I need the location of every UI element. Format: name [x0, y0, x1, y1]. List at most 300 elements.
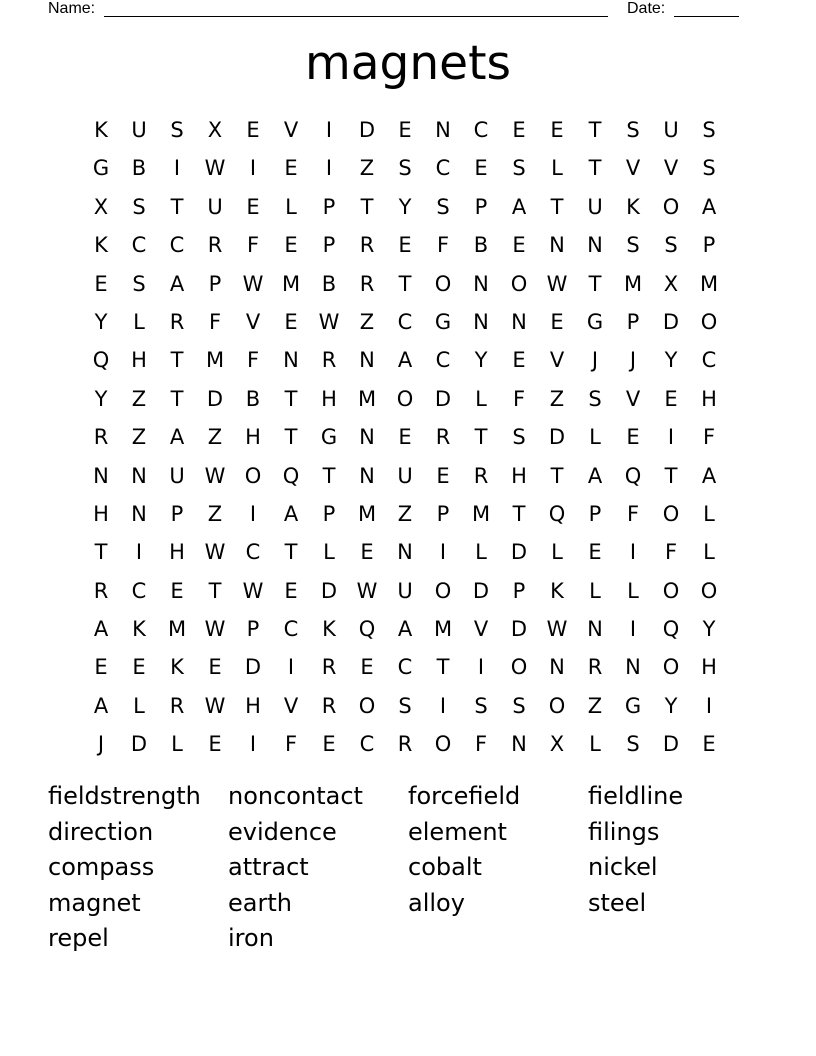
grid-letter[interactable]: E — [246, 194, 260, 219]
grid-letter[interactable]: G — [434, 309, 452, 334]
grid-letter[interactable]: V — [663, 156, 679, 181]
grid-letter[interactable]: X — [663, 271, 679, 296]
grid-letter[interactable]: E — [550, 309, 564, 334]
grid-letter[interactable]: R — [359, 271, 375, 296]
grid-letter[interactable]: R — [93, 425, 109, 450]
grid-letter[interactable]: H — [701, 386, 717, 411]
grid-letter[interactable]: D — [548, 425, 566, 450]
grid-letter[interactable]: P — [474, 194, 488, 219]
grid-letter[interactable]: P — [626, 309, 640, 334]
grid-letter[interactable]: U — [397, 463, 413, 488]
grid-letter[interactable]: H — [169, 540, 185, 565]
word-bank-item: steel — [588, 888, 647, 917]
grid-letter[interactable]: W — [242, 271, 264, 296]
grid-letter[interactable]: K — [94, 233, 108, 258]
grid-letter[interactable]: E — [284, 233, 298, 258]
grid-letter[interactable]: W — [546, 617, 568, 642]
grid-letter[interactable]: M — [433, 617, 453, 642]
grid-letter[interactable]: S — [398, 156, 412, 181]
grid-letter[interactable]: O — [662, 578, 680, 603]
grid-letter[interactable]: G — [624, 693, 642, 718]
grid-letter[interactable]: P — [246, 617, 260, 642]
grid-letter[interactable]: S — [132, 271, 146, 296]
grid-letter[interactable]: E — [512, 233, 526, 258]
grid-letter[interactable]: L — [171, 732, 183, 757]
grid-letter[interactable]: E — [512, 118, 526, 142]
grid-letter[interactable]: M — [281, 271, 301, 296]
grid-letter[interactable]: T — [94, 540, 108, 565]
grid-letter[interactable]: Y — [664, 348, 678, 373]
grid-letter[interactable]: C — [397, 655, 413, 680]
grid-letter[interactable]: Q — [282, 463, 300, 488]
grid-letter[interactable]: I — [439, 693, 447, 718]
grid-letter[interactable]: A — [283, 501, 299, 526]
grid-letter[interactable]: M — [471, 501, 491, 526]
grid-letter[interactable]: L — [133, 693, 145, 718]
grid-letter[interactable]: R — [321, 655, 337, 680]
grid-letter[interactable]: E — [474, 156, 488, 181]
grid-letter[interactable]: S — [474, 693, 488, 718]
grid-letter[interactable]: N — [473, 271, 489, 296]
grid-letter[interactable]: Z — [587, 693, 603, 718]
grid-letter[interactable]: T — [436, 655, 450, 680]
grid-letter[interactable]: V — [625, 386, 641, 411]
grid-letter[interactable]: Y — [94, 309, 108, 334]
grid-letter[interactable]: F — [246, 233, 260, 258]
grid-letter[interactable]: M — [357, 501, 377, 526]
grid-letter[interactable]: C — [131, 578, 147, 603]
grid-letter[interactable]: X — [93, 194, 109, 219]
grid-letter[interactable]: M — [623, 271, 643, 296]
grid-letter[interactable]: M — [357, 386, 377, 411]
grid-letter[interactable]: Z — [549, 386, 565, 411]
grid-letter[interactable]: L — [323, 540, 335, 565]
grid-letter[interactable]: X — [549, 732, 565, 757]
grid-letter[interactable]: F — [436, 233, 450, 258]
grid-letter[interactable]: Q — [358, 617, 376, 642]
grid-letter[interactable]: R — [169, 693, 185, 718]
grid-letter[interactable]: P — [322, 194, 336, 219]
grid-letter[interactable]: Q — [548, 501, 566, 526]
grid-letter[interactable]: E — [94, 655, 108, 680]
grid-letter[interactable]: W — [356, 578, 378, 603]
grid-letter[interactable]: T — [208, 578, 222, 603]
grid-letter[interactable]: D — [130, 732, 148, 757]
grid-letter[interactable]: A — [93, 693, 109, 718]
grid-letter[interactable]: N — [93, 463, 109, 488]
grid-letter[interactable]: W — [204, 156, 226, 181]
grid-letter[interactable]: I — [325, 118, 333, 142]
grid-letter[interactable]: D — [472, 578, 490, 603]
grid-letter[interactable]: C — [435, 348, 451, 373]
grid-letter[interactable]: Y — [702, 617, 716, 642]
grid-letter[interactable]: Y — [398, 194, 412, 219]
grid-letter[interactable]: N — [131, 501, 147, 526]
grid-row — [82, 265, 728, 303]
grid-letter[interactable]: A — [587, 463, 603, 488]
grid-letter[interactable]: F — [626, 501, 640, 526]
grid-letter[interactable]: J — [97, 732, 105, 757]
grid-letter[interactable]: V — [283, 118, 299, 142]
grid-letter[interactable]: O — [434, 732, 452, 757]
grid-letter[interactable]: E — [322, 732, 336, 757]
grid-letter[interactable]: V — [625, 156, 641, 181]
grid-letter[interactable]: E — [208, 655, 222, 680]
grid-letter[interactable]: A — [397, 617, 413, 642]
grid-letter[interactable]: E — [664, 386, 678, 411]
grid-letter[interactable]: K — [170, 655, 184, 680]
grid-letter[interactable]: D — [434, 386, 452, 411]
grid-letter[interactable]: H — [511, 463, 527, 488]
grid-letter[interactable]: A — [701, 463, 717, 488]
grid-letter[interactable]: P — [208, 271, 222, 296]
grid-letter[interactable]: O — [700, 578, 718, 603]
grid-letter[interactable]: V — [245, 309, 261, 334]
grid-letter[interactable]: L — [475, 540, 487, 565]
grid-letter[interactable]: T — [170, 348, 184, 373]
grid-letter[interactable]: A — [701, 194, 717, 219]
grid-letter[interactable]: W — [204, 463, 226, 488]
grid-letter[interactable]: N — [359, 425, 375, 450]
grid-letter[interactable]: O — [510, 271, 528, 296]
grid-letter[interactable]: C — [245, 540, 261, 565]
grid-letter[interactable]: C — [283, 617, 299, 642]
grid-letter[interactable]: Z — [207, 425, 223, 450]
grid-letter[interactable]: N — [131, 463, 147, 488]
grid-letter[interactable]: E — [512, 348, 526, 373]
grid-letter[interactable]: L — [703, 540, 715, 565]
grid-letter[interactable]: K — [94, 118, 108, 142]
grid-letter[interactable]: T — [588, 271, 602, 296]
grid-letter[interactable]: S — [170, 118, 184, 142]
grid-letter[interactable]: Z — [207, 501, 223, 526]
grid-letter[interactable]: W — [318, 309, 340, 334]
grid-letter[interactable]: L — [551, 156, 563, 181]
grid-letter[interactable]: A — [169, 425, 185, 450]
grid-letter[interactable]: E — [360, 655, 374, 680]
grid-letter[interactable]: T — [284, 540, 298, 565]
grid-letter[interactable]: D — [662, 309, 680, 334]
grid-letter[interactable]: N — [511, 732, 527, 757]
grid-letter[interactable]: S — [702, 156, 716, 181]
grid-letter[interactable]: D — [662, 732, 680, 757]
grid-letter[interactable]: H — [131, 348, 147, 373]
grid-letter[interactable]: E — [626, 425, 640, 450]
grid-letter[interactable]: Z — [397, 501, 413, 526]
grid-letter[interactable]: O — [548, 693, 566, 718]
grid-letter[interactable]: S — [588, 386, 602, 411]
grid-letter[interactable]: E — [246, 118, 260, 142]
grid-letter[interactable]: R — [397, 732, 413, 757]
date-label: Date: — [627, 0, 666, 17]
grid-letter[interactable]: E — [398, 233, 412, 258]
grid-letter[interactable]: J — [629, 348, 637, 373]
grid-letter[interactable]: H — [321, 386, 337, 411]
grid-letter[interactable]: O — [396, 386, 414, 411]
grid-letter[interactable]: A — [511, 194, 527, 219]
grid-letter[interactable]: Q — [662, 617, 680, 642]
grid-letter[interactable]: E — [360, 540, 374, 565]
grid-letter[interactable]: I — [249, 732, 257, 757]
grid-letter[interactable]: G — [92, 156, 110, 181]
grid-letter[interactable]: F — [702, 425, 716, 450]
grid-letter[interactable]: M — [699, 271, 719, 296]
grid-row — [82, 533, 728, 571]
grid-letter[interactable]: I — [325, 156, 333, 181]
grid-letter[interactable]: U — [397, 578, 413, 603]
grid-letter[interactable]: L — [475, 386, 487, 411]
grid-letter[interactable]: A — [93, 617, 109, 642]
grid-letter[interactable]: I — [249, 156, 257, 181]
worksheet-header — [48, 0, 748, 20]
grid-letter[interactable]: H — [245, 425, 261, 450]
grid-letter[interactable]: T — [170, 194, 184, 219]
grid-letter[interactable]: E — [208, 732, 222, 757]
grid-letter[interactable]: S — [626, 233, 640, 258]
grid-letter[interactable]: I — [249, 501, 257, 526]
grid-letter[interactable]: H — [245, 693, 261, 718]
grid-letter[interactable]: S — [512, 693, 526, 718]
grid-letter[interactable]: R — [435, 425, 451, 450]
grid-letter[interactable]: A — [169, 271, 185, 296]
grid-letter[interactable]: T — [588, 118, 602, 142]
grid-letter[interactable]: F — [664, 540, 678, 565]
grid-letter[interactable]: C — [359, 732, 375, 757]
grid-letter[interactable]: N — [397, 540, 413, 565]
grid-letter[interactable]: D — [358, 118, 376, 142]
grid-letter[interactable]: U — [587, 194, 603, 219]
grid-letter[interactable]: C — [701, 348, 717, 373]
grid-letter[interactable]: R — [359, 233, 375, 258]
grid-letter[interactable]: E — [588, 540, 602, 565]
grid-letter[interactable]: Y — [474, 348, 488, 373]
grid-letter[interactable]: Z — [359, 309, 375, 334]
grid-letter[interactable]: A — [397, 348, 413, 373]
grid-letter[interactable]: E — [94, 271, 108, 296]
grid-letter[interactable]: D — [244, 655, 262, 680]
grid-letter[interactable]: T — [512, 501, 526, 526]
grid-letter[interactable]: C — [169, 233, 185, 258]
grid-letter[interactable]: C — [131, 233, 147, 258]
grid-letter[interactable]: I — [287, 655, 295, 680]
grid-letter[interactable]: N — [473, 309, 489, 334]
grid-letter[interactable]: R — [321, 693, 337, 718]
grid-letter[interactable]: T — [588, 156, 602, 181]
grid-letter[interactable]: T — [474, 425, 488, 450]
grid-letter[interactable]: T — [322, 463, 336, 488]
grid-letter[interactable]: N — [283, 348, 299, 373]
grid-letter[interactable]: E — [550, 118, 564, 142]
grid-letter[interactable]: O — [358, 693, 376, 718]
grid-letter[interactable]: M — [167, 617, 187, 642]
grid-letter[interactable]: N — [511, 309, 527, 334]
grid-letter[interactable]: B — [321, 271, 337, 296]
grid-letter[interactable]: E — [398, 118, 412, 142]
grid-letter[interactable]: U — [169, 463, 185, 488]
word-bank-item: compass — [48, 853, 155, 881]
grid-letter[interactable]: P — [512, 578, 526, 603]
grid-letter[interactable]: R — [207, 233, 223, 258]
grid-letter[interactable]: T — [284, 425, 298, 450]
grid-letter[interactable]: M — [205, 348, 225, 373]
grid-letter[interactable]: V — [283, 693, 299, 718]
grid-letter[interactable]: C — [435, 156, 451, 181]
grid-letter[interactable]: O — [662, 194, 680, 219]
grid-letter[interactable]: I — [135, 540, 143, 565]
grid-letter[interactable]: T — [284, 386, 298, 411]
grid-letter[interactable]: S — [512, 425, 526, 450]
grid-letter[interactable]: V — [473, 617, 489, 642]
grid-letter[interactable]: L — [589, 732, 601, 757]
grid-letter[interactable]: L — [589, 578, 601, 603]
grid-letter[interactable]: N — [549, 655, 565, 680]
grid-letter[interactable]: S — [512, 156, 526, 181]
grid-letter[interactable]: I — [667, 425, 675, 450]
grid-letter[interactable]: L — [285, 194, 297, 219]
grid-letter[interactable]: F — [512, 386, 526, 411]
grid-letter[interactable]: J — [591, 348, 599, 373]
grid-letter[interactable]: U — [663, 118, 679, 142]
grid-letter[interactable]: S — [436, 194, 450, 219]
grid-letter[interactable]: B — [245, 386, 261, 411]
grid-letter[interactable]: N — [549, 233, 565, 258]
grid-letter[interactable]: E — [398, 425, 412, 450]
grid-row — [82, 380, 728, 418]
grid-letter[interactable]: F — [208, 309, 222, 334]
grid-letter[interactable]: D — [510, 617, 528, 642]
grid-letter[interactable]: L — [703, 501, 715, 526]
grid-letter[interactable]: L — [589, 425, 601, 450]
grid-letter[interactable]: Q — [624, 463, 642, 488]
grid-letter[interactable]: W — [204, 617, 226, 642]
grid-letter[interactable]: S — [132, 194, 146, 219]
grid-letter[interactable]: O — [700, 309, 718, 334]
grid-letter[interactable]: X — [207, 118, 223, 142]
grid-letter[interactable]: F — [246, 348, 260, 373]
grid-letter[interactable]: H — [93, 501, 109, 526]
grid-letter[interactable]: Q — [92, 348, 110, 373]
grid-letter[interactable]: E — [436, 463, 450, 488]
grid-letter[interactable]: R — [93, 578, 109, 603]
grid-letter[interactable]: Y — [664, 693, 678, 718]
grid-letter[interactable]: N — [435, 118, 451, 142]
grid-row — [82, 188, 728, 226]
grid-letter[interactable]: O — [662, 655, 680, 680]
grid-letter[interactable]: R — [587, 655, 603, 680]
grid-letter[interactable]: E — [284, 156, 298, 181]
grid-letter[interactable]: G — [320, 425, 338, 450]
grid-letter[interactable]: S — [398, 693, 412, 718]
grid-letter[interactable]: K — [626, 194, 640, 219]
grid-letter[interactable]: T — [170, 386, 184, 411]
grid-letter[interactable]: N — [587, 233, 603, 258]
grid-letter[interactable]: R — [169, 309, 185, 334]
grid-letter[interactable]: L — [133, 309, 145, 334]
grid-letter[interactable]: S — [664, 233, 678, 258]
puzzle-title: magnets — [304, 36, 512, 91]
grid-letter[interactable]: T — [398, 271, 412, 296]
grid-letter[interactable]: E — [170, 578, 184, 603]
grid-letter[interactable]: N — [359, 348, 375, 373]
grid-letter[interactable]: P — [588, 501, 602, 526]
grid-letter[interactable]: T — [550, 463, 564, 488]
grid-letter[interactable]: U — [207, 194, 223, 219]
grid-letter[interactable]: K — [550, 578, 564, 603]
grid-letter[interactable]: E — [132, 655, 146, 680]
grid-letter[interactable]: I — [477, 655, 485, 680]
grid-letter[interactable]: G — [586, 309, 604, 334]
grid-letter[interactable]: O — [434, 578, 452, 603]
grid-letter[interactable]: N — [359, 463, 375, 488]
grid-letter[interactable]: S — [702, 118, 716, 142]
grid-letter[interactable]: N — [625, 655, 641, 680]
grid-letter[interactable]: D — [510, 540, 528, 565]
grid-letter[interactable]: W — [546, 271, 568, 296]
grid-letter[interactable]: O — [662, 501, 680, 526]
grid-letter[interactable]: U — [131, 118, 147, 142]
grid-letter[interactable]: B — [131, 156, 147, 181]
grid-letter[interactable]: I — [705, 693, 713, 718]
grid-letter[interactable]: O — [244, 463, 262, 488]
grid-letter[interactable]: P — [170, 501, 184, 526]
grid-letter[interactable]: Z — [131, 425, 147, 450]
grid-letter[interactable]: P — [322, 501, 336, 526]
grid-row — [82, 457, 728, 495]
grid-letter[interactable]: F — [284, 732, 298, 757]
grid-letter[interactable]: N — [587, 617, 603, 642]
grid-letter[interactable]: V — [549, 348, 565, 373]
grid-letter[interactable]: C — [397, 309, 413, 334]
word-bank-item: noncontact — [228, 782, 363, 810]
grid-letter[interactable]: Z — [131, 386, 147, 411]
grid-letter[interactable]: S — [626, 732, 640, 757]
grid-letter[interactable]: E — [284, 309, 298, 334]
grid-letter[interactable]: T — [360, 194, 374, 219]
grid-letter[interactable]: F — [474, 732, 488, 757]
grid-letter[interactable]: I — [173, 156, 181, 181]
grid-letter[interactable]: D — [320, 578, 338, 603]
grid-letter[interactable]: D — [206, 386, 224, 411]
grid-letter[interactable]: O — [510, 655, 528, 680]
grid-letter[interactable]: K — [322, 617, 336, 642]
grid-letter[interactable]: S — [626, 118, 640, 142]
grid-letter[interactable]: L — [551, 540, 563, 565]
grid-letter[interactable]: I — [629, 617, 637, 642]
grid-letter[interactable]: B — [473, 233, 489, 258]
grid-letter[interactable]: L — [627, 578, 639, 603]
grid-letter[interactable]: Z — [359, 156, 375, 181]
grid-letter[interactable]: I — [439, 540, 447, 565]
grid-letter[interactable]: R — [321, 348, 337, 373]
grid-letter[interactable]: W — [242, 578, 264, 603]
grid-letter[interactable]: C — [473, 118, 489, 142]
grid-letter[interactable]: T — [664, 463, 678, 488]
grid-letter[interactable]: W — [204, 693, 226, 718]
grid-letter[interactable]: E — [284, 578, 298, 603]
grid-letter[interactable]: Y — [94, 386, 108, 411]
grid-letter[interactable]: T — [550, 194, 564, 219]
grid-letter[interactable]: I — [629, 540, 637, 565]
grid-letter[interactable]: P — [322, 233, 336, 258]
grid-letter[interactable]: E — [702, 732, 716, 757]
grid-letter[interactable]: O — [434, 271, 452, 296]
grid-letter[interactable]: W — [204, 540, 226, 565]
grid-letter[interactable]: P — [436, 501, 450, 526]
grid-letter[interactable]: H — [701, 655, 717, 680]
grid-letter[interactable]: P — [702, 233, 716, 258]
grid-letter[interactable]: R — [473, 463, 489, 488]
grid-letter[interactable]: K — [132, 617, 146, 642]
